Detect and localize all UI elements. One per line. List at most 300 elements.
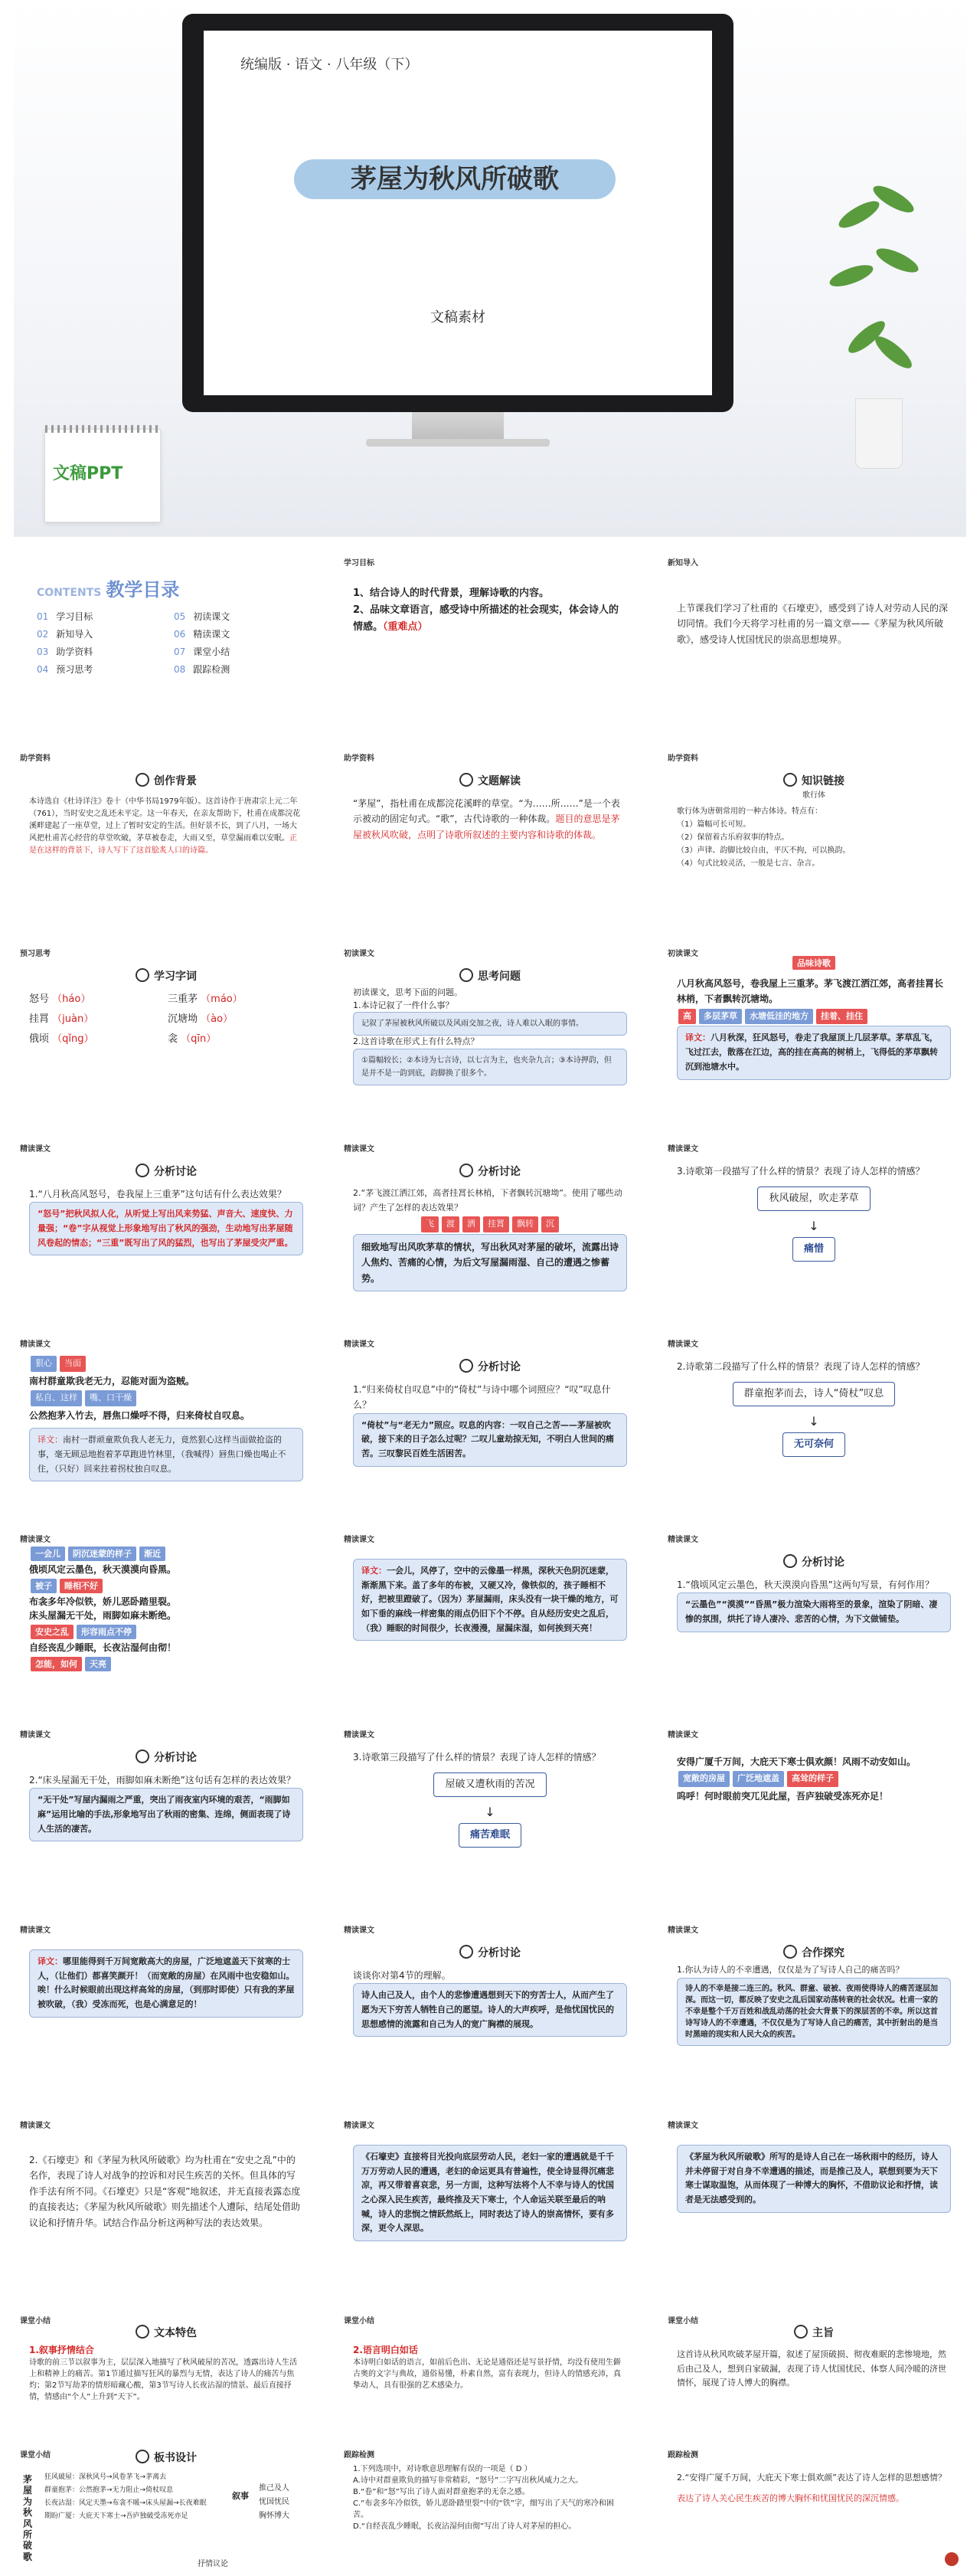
note-pill: 天亮 — [85, 1657, 111, 1671]
goals-body — [353, 585, 627, 636]
section-title-text: 分析讨论 — [478, 1166, 521, 1178]
leaf — [870, 181, 917, 217]
slide-compare-answer-2 — [662, 2114, 966, 2309]
interp-body — [353, 796, 627, 843]
slide-compare-question — [14, 2114, 318, 2309]
section-title-text: 品味诗歌 — [792, 956, 835, 970]
poem-line: 床头屋漏无干处，雨脚如麻未断绝。 — [29, 1610, 177, 1622]
monitor-foot — [366, 439, 550, 447]
toc-item[interactable] — [174, 627, 303, 640]
answer-scene: 秋风破屋，吹走茅草 — [757, 1187, 870, 1211]
answer-emotion: 痛苦难眠 — [459, 1823, 521, 1848]
translation-text: 一会儿，风停了，空中的云像墨一样黑，深秋天色阴沉迷蒙，渐渐黑下来。盖了多年的布被，又硬又冷，像铁似的，孩子睡相不好，把被里蹬破了。（因为）茅屋漏雨，床头没有一块干燥的地方，可如下垂的麻线一样密集的雨点仍旧下个不停。自从经历安史之乱后，（我）睡眠的时间很少，长夜漫漫，屋漏床湿，如何挨到天亮！ — [361, 1566, 619, 1633]
slide-tag: 初读课文 — [668, 950, 698, 958]
verb-pill: 渡 — [442, 1216, 459, 1232]
section-title-text: 分析讨论 — [154, 1752, 197, 1764]
toc-item[interactable] — [174, 645, 303, 658]
section-title — [662, 1945, 966, 1960]
vocab-pinyin: （ào） — [201, 1013, 234, 1026]
read1-q2: 2.这首诗歌在形式上有什么特点？ — [353, 1036, 479, 1046]
toc-num: 01 — [37, 611, 49, 622]
verb-pill: 洒 — [462, 1216, 480, 1232]
note-pill: 宽敞的房屋 — [678, 1771, 730, 1787]
bulb-icon — [459, 1945, 473, 1959]
slide-features-1 — [14, 2309, 318, 2440]
question: 谈谈你对第4节的理解。 — [353, 1970, 451, 1981]
feature-text: 诗歌的前三节以叙事为主，层层深入地描写了秋风破屋的苦况，透露出诗人生活上和精神上的痛苦。第1节通过描写狂风的暴烈与无情，表达了诗人的痛苦与焦灼；第2节写劫茅的情形暗藏心酸，第3节写诗人长夜沾湿的情景。最后直接抒情，情感由“个人”上升到“天下”。 — [29, 2358, 297, 2401]
translation-box — [29, 1949, 303, 2018]
section-title-text: 文本特色 — [154, 2327, 197, 2339]
cover-material: 文稿素材 — [430, 309, 485, 326]
bulb-icon — [136, 1164, 149, 1177]
toc-num: 03 — [37, 646, 49, 657]
knowledge-line: 歌行体为唐朝常用的一种古体诗。特点有： — [677, 807, 822, 816]
verb-pills — [353, 1215, 627, 1234]
goal-2-text: 2、品味文章语言，感受诗中所描述的社会现实，体会诗人的情感。 — [353, 604, 619, 633]
toc-item[interactable] — [37, 663, 166, 676]
leaf — [871, 332, 916, 373]
i2-body — [353, 2145, 627, 2241]
toc-en: CONTENTS — [37, 587, 102, 599]
question: 3.诗歌第三段描写了什么样的情景？表现了诗人怎样的情感？ — [353, 1752, 601, 1763]
slide-poem-4 — [662, 1723, 966, 1919]
feature-heading: 2.语言明白如话 — [353, 2345, 418, 2355]
h3-body — [677, 1963, 951, 2046]
translation-label: 译文： — [685, 1033, 710, 1043]
toc-label: 跟踪检测 — [193, 664, 230, 675]
slide-tag: 精读课文 — [20, 1536, 51, 1544]
bg-text: 本诗选自《杜诗详注》卷十（中华书局1979年版）。这首诗作于唐肃宗上元二年（761），当时安史之乱还未平定。这一年春天，在亲友帮助下，杜甫在成都浣花溪畔建起了一座草堂，过上了暂时安定的生活。但好景不长，到了八月，一场大风把杜甫苦心经营的草堂吹破，茅草被卷走，大雨又至，草堂漏雨难以安眠。 — [29, 797, 301, 843]
brand-logo: 文稿PPT — [53, 464, 123, 483]
note-pills — [677, 1007, 951, 1026]
slide-discuss-7 — [14, 1723, 318, 1919]
bulb-icon — [136, 2325, 149, 2339]
desk-calendar — [44, 429, 161, 522]
board-label: 胸怀博大 — [259, 2512, 289, 2520]
toc-item[interactable] — [174, 610, 303, 623]
section-title — [14, 1750, 318, 1765]
leaf — [835, 196, 883, 232]
translation-box — [29, 1428, 303, 1481]
vocab-item — [168, 1011, 303, 1028]
slide-theme — [662, 2309, 966, 2440]
poem-line: 呜呼！何时眼前突兀见此屋，吾庐独破受冻死亦足！ — [677, 1791, 889, 1802]
section-title-text: 知识链接 — [802, 775, 844, 787]
slide-tag: 精读课文 — [20, 1926, 51, 1935]
slide-test-1 — [338, 2443, 642, 2574]
board-line: 群童抱茅：公然抱茅→无力阻止→倚杖叹息 — [44, 2486, 174, 2495]
slide-tag: 精读课文 — [344, 1536, 374, 1544]
bulb-icon — [136, 1750, 149, 1763]
note-pills — [677, 1769, 951, 1789]
slide-tag: 精读课文 — [344, 2122, 374, 2130]
question: 1.“俄顷风定云墨色，秋天漠漠向昏黑”这两句写景，有何作用？ — [677, 1579, 934, 1590]
slide-tag: 课堂小结 — [20, 2451, 51, 2460]
feature-text: 本诗明白如话的语言，如前后色出、无论是通俗还是写景抒情，均没有使用生僻古奥的文字与典故，通俗易懂，朴素自然，富有表现力，但诗人的情感充沛，真挚动人，具有很强的艺术感染力。 — [353, 2358, 621, 2390]
k3-body — [677, 2471, 951, 2506]
vocab-item — [29, 1031, 165, 1048]
poem-line: 俄顷风定云墨色，秋天漠漠向昏黑。 — [29, 1564, 177, 1576]
slide-tag: 精读课文 — [668, 1731, 698, 1740]
note-pill: 私自、这样 — [31, 1390, 82, 1406]
note-pills — [29, 1389, 303, 1408]
note-pill: 狠心 — [31, 1356, 57, 1372]
toc-item[interactable] — [37, 645, 166, 658]
option[interactable]: D.“自经丧乱少睡眠，长夜沾湿何由彻”写出了诗人对茅屋的担心。 — [353, 2522, 577, 2531]
note-pills — [29, 1354, 303, 1373]
slide-discuss-3 — [662, 1137, 966, 1333]
leaf — [874, 244, 922, 277]
slide-tag: 精读课文 — [20, 1340, 51, 1349]
g1-body — [29, 1772, 303, 1841]
bulb-icon — [459, 773, 473, 787]
slide-goals — [338, 552, 642, 747]
e2-body — [353, 1382, 627, 1467]
question: 1.“归来倚杖自叹息”中的“倚杖”与诗中哪个词照应？“叹”叹息什么？ — [353, 1384, 611, 1411]
answer-scene: 群童抱茅而去，诗人“倚杖”叹息 — [733, 1382, 895, 1406]
read1-a1: 记叙了茅屋被秋风所破以及风雨交加之夜，诗人难以入眠的事情。 — [353, 1012, 627, 1036]
slide-tag: 跟踪检测 — [668, 2451, 698, 2460]
note-pill: 睡相不好 — [60, 1579, 103, 1593]
bulb-icon — [783, 773, 797, 787]
note-pill: 当面 — [60, 1356, 86, 1372]
section-title — [14, 773, 318, 788]
answer-box: 诗人由己及人，由个人的悲惨遭遇想到天下的穷苦士人，从而产生了愿为天下穷苦人牺牲自己的愿望。诗人的大声疾呼，是他忧国忧民的思想感情的流露和自己为人的宽广胸襟的展现。 — [353, 1983, 627, 2037]
slide-knowledge — [662, 747, 966, 942]
bulb-icon — [459, 1359, 473, 1373]
question: 1.下列选项中，对诗歌意思理解有误的一项是（ D ） — [353, 2465, 532, 2473]
bulb-icon — [136, 968, 149, 982]
vocab-word: 怒号 — [29, 993, 50, 1005]
section-title — [662, 773, 966, 800]
answer-emotion: 无可奈何 — [782, 1432, 845, 1457]
section-title-text: 合作探究 — [802, 1947, 844, 1959]
section-title — [14, 968, 318, 984]
slide-test-2 — [662, 2443, 966, 2574]
slide-read-questions — [338, 942, 642, 1137]
slide-translation-3 — [338, 1528, 642, 1723]
vocab-item — [168, 991, 303, 1008]
toc-label: 课堂小结 — [193, 646, 230, 657]
slide-vocab — [14, 942, 318, 1137]
poem-line: 公然抱茅入竹去，唇焦口燥呼不得，归来倚杖自叹息。 — [29, 1409, 250, 1421]
k2-body — [353, 2463, 627, 2532]
question: 2.“茅飞渡江洒江郊，高者挂罥长林梢，下者飘转沉塘坳”。使用了哪些动词？产生了怎样的表达效果？ — [353, 1188, 622, 1213]
bg-red: 正是在这样的背景下，诗人写下了这首脍炙人口的诗篇。 — [29, 834, 297, 855]
toc-label: 初读课文 — [193, 611, 230, 622]
vocab-pinyin: （qǐng） — [52, 1033, 94, 1046]
h1-body — [29, 1949, 303, 2018]
toc-label: 学习目标 — [56, 611, 93, 622]
slide-tag: 精读课文 — [668, 1340, 698, 1349]
section-title — [338, 1945, 642, 1960]
note-pill: 广泛地遮盖 — [733, 1771, 784, 1787]
board-label: 推己及人 — [259, 2484, 289, 2493]
i3-body — [677, 2145, 951, 2213]
slide-tag: 精读课文 — [668, 1926, 698, 1935]
note-pill: 水塘低洼的地方 — [745, 1009, 813, 1025]
verb-pill: 飞 — [421, 1216, 439, 1232]
slide-tag: 助学资料 — [344, 754, 374, 763]
slide-tag: 精读课文 — [20, 1731, 51, 1740]
toc-num: 04 — [37, 664, 49, 675]
goal-1: 1、结合诗人的时代背景，理解诗歌的内容。 — [353, 588, 550, 599]
toc-title: 教学目录 — [106, 579, 180, 601]
answer-box: “云墨色”“漠漠”“昏黑”极力渲染大雨将至的景象，渲染了阴暗、凄惨的氛围，烘托了诗人凄冷、悲苦的心情，为下文做铺垫。 — [677, 1592, 951, 1632]
j2-body — [353, 2343, 627, 2391]
slide-tag: 精读课文 — [344, 1145, 374, 1154]
g3-body — [677, 1754, 951, 1804]
note-pills — [29, 1545, 303, 1563]
toc-label: 新知导入 — [56, 629, 93, 640]
bg-body — [29, 796, 303, 857]
section-title-text: 创作背景 — [154, 775, 197, 787]
slide-toc — [14, 552, 318, 747]
section-title — [338, 968, 642, 984]
vocab-grid — [29, 991, 303, 1048]
plant-illustration — [828, 176, 920, 467]
goal-2 — [353, 602, 627, 636]
bulb-icon — [136, 2450, 149, 2463]
board-labels — [259, 2482, 289, 2523]
bulb-icon — [783, 1554, 797, 1568]
slide-tag: 精读课文 — [20, 2122, 51, 2130]
vocab-word: 衾 — [168, 1033, 178, 1046]
answer-box: 《石壕吏》直接将目光投向底层劳动人民，老妇一家的遭遇就是千千万万劳动人民的遭遇，老妇的命运更具有普遍性，使全诗显得沉痛悲凉，再又带着喜哀悲，另一方面，这种写法将个人不幸与诗人的忧国之心深入民生疾苦，最终推及天下寒士，个人命运关联至最后的呐喊，诗人的悲悯之情跃然纸上，同时表达了诗人的崇高情怀，要有多深，更令人深思。 — [353, 2145, 627, 2241]
e3-body: 2.诗歌第二段描写了什么样的情景？表现了诗人怎样的情感？ 群童抱茅而去，诗人“倚杖”叹息 ↓ 无可奈何 — [677, 1359, 951, 1457]
section-title — [662, 1554, 966, 1569]
board-side-title: 茅屋为秋风所破歌 — [23, 2474, 33, 2562]
slide-tag: 课堂小结 — [344, 2317, 374, 2326]
vocab-item — [29, 1011, 165, 1028]
question: 1.你认为诗人的不幸遭遇，仅仅是为了写诗人自己的痛苦吗？ — [677, 1965, 904, 1975]
toc-num: 06 — [174, 629, 186, 640]
slide-tag: 跟踪检测 — [344, 2451, 374, 2460]
answer-text: 表达了诗人关心民生疾苦的博大胸怀和忧国忧民的深沉情感。 — [677, 2493, 904, 2503]
d3-body: 3.诗歌第一段描写了什么样的情景？表现了诗人怎样的情感？ 秋风破屋，吹走茅草 ↓ 痛惜 — [677, 1164, 951, 1262]
page-dot-icon — [945, 2552, 959, 2566]
toc-label: 精读课文 — [193, 629, 230, 640]
note-pill: 渐近 — [139, 1547, 165, 1561]
toc-item[interactable] — [37, 610, 166, 623]
toc-num: 08 — [174, 664, 186, 675]
slide-tag: 精读课文 — [668, 1536, 698, 1544]
slide-tag: 助学资料 — [20, 754, 51, 763]
board-line: 狂风破屋：深秋风号→风卷茅飞→茅离去 — [44, 2473, 167, 2481]
vocab-item — [29, 991, 165, 1008]
slide-tag: 初读课文 — [344, 950, 374, 958]
note-pill: 阴沉迷蒙的样子 — [68, 1547, 136, 1561]
answer-box: “倚杖”与“老无力”照应。叹息的内容：一叹自己之苦——茅屋被吹破，接下来的日子怎么过呢？二叹儿童劫掠无知，不明白人世间的痛苦。三叹黎民百姓生活困苦。 — [353, 1413, 627, 1467]
board-label: 忧国忧民 — [259, 2498, 289, 2506]
section-title-text: 学习字词 — [154, 971, 197, 983]
slide-intro — [662, 552, 966, 747]
vocab-word: 挂罥 — [29, 1013, 50, 1026]
knowledge-body — [677, 805, 951, 870]
slide-poem-2 — [14, 1333, 318, 1528]
poem-line: 八月秋高风怒号，卷我屋上三重茅。茅飞渡江洒江郊，高者挂罥长林梢，下者飘转沉塘坳。 — [677, 978, 944, 1005]
slide-tag: 课堂小结 — [20, 2317, 51, 2326]
toc-item[interactable] — [174, 663, 303, 676]
section-title-text: 思考问题 — [478, 971, 521, 983]
d1-body — [29, 1187, 303, 1255]
intro-text: 上节课我们学习了杜甫的《石壕吏》，感受到了诗人对劳动人民的深切同情。我们今天将学习杜甫的另一篇文章——《茅屋为秋风所破歌》，感受诗人忧国忧民的崇高思想境界。 — [677, 603, 949, 645]
slide-discuss-5 — [662, 1333, 966, 1528]
slide-background — [14, 747, 318, 942]
toc-heading — [37, 574, 179, 601]
j1-body — [29, 2343, 303, 2403]
monitor-stand — [412, 412, 504, 443]
note-pill: 高耸的样子 — [787, 1771, 838, 1787]
vocab-pinyin: （qīn） — [181, 1033, 217, 1046]
e1-body — [29, 1354, 303, 1481]
slide-compare-answer-1 — [338, 2114, 642, 2309]
monitor-illustration — [182, 14, 733, 443]
poem-line: 南村群童欺我老无力，忍能对面为盗贼。 — [29, 1375, 195, 1386]
section-title — [338, 1164, 642, 1179]
toc-label: 助学资料 — [56, 646, 93, 657]
answer-emotion: 痛惜 — [792, 1237, 835, 1262]
translation-label: 译文： — [38, 1956, 63, 1966]
vocab-pinyin: （máo） — [201, 993, 243, 1005]
cover-subtitle: 统编版 · 语文 · 八年级（下） — [240, 57, 419, 73]
knowledge-line: （4）句式比较灵活，一般是七言、杂言。 — [677, 859, 820, 868]
toc-num: 07 — [174, 646, 186, 657]
slide-discuss-4 — [338, 1333, 642, 1528]
interp-red: 题目的意思是茅屋被秋风吹破，点明了诗歌所叙述的主要内容和诗歌的体裁。 — [353, 813, 620, 840]
board-line: 长夜沾湿：风定天墨→布衾不暖→床头屋漏→长夜难眠 — [44, 2499, 207, 2508]
slide-tag: 助学资料 — [668, 754, 698, 763]
theme-text: 这首诗从秋风吹破茅屋开篇，叙述了屋顶破损、彻夜难眠的悲惨境地，然后由己及人，想到自家破漏，表现了诗人忧国忧民、体察人间冷暖的济世情怀，展现了诗人博大的胸襟。 — [677, 2349, 946, 2388]
slide-tag: 精读课文 — [668, 2122, 698, 2130]
option[interactable]: C.“布衾多年冷似铁，娇儿恶卧踏里裂”中的“铁”字，细写出了天气的寒冷和困苦。 — [353, 2499, 614, 2519]
f2-body — [353, 1559, 627, 1641]
slide-board — [14, 2443, 318, 2574]
option[interactable]: B.“卷”和“怒”写出了诗人面对群童抱茅的无奈之感。 — [353, 2488, 530, 2496]
section-title-text: 分析讨论 — [478, 1361, 521, 1373]
note-pills — [29, 1577, 303, 1595]
read1-a2: ①篇幅较长；②本诗为七言诗，以七言为主，也夹杂九言；③本诗押韵，但是并不是一韵到底，韵脚换了很多个。 — [353, 1049, 627, 1085]
toc-label: 预习思考 — [56, 664, 93, 675]
answer-box: 诗人的不幸是接二连三的。秋风、群童、破被、夜雨使得诗人的痛苦逐层加深。而这一切，都反映了安史之乱后国家动荡转衰的社会状况。杜甫一家的不幸是整个千万百姓和战乱动荡的社会大背景下的深层苦的不幸。所以这首诗写诗人的不幸遭遇，不仅仅是为了写诗人自己的痛苦，其中折射出的是当时黑暗的现实和人民大众的疾苦。 — [677, 1978, 951, 2046]
slide-tag: 预习思考 — [20, 950, 51, 958]
section-title — [14, 2450, 318, 2465]
poem-line: 布衾多年冷似铁，娇儿恶卧踏里裂。 — [29, 1596, 177, 1607]
vocab-word: 沉塘坳 — [168, 1013, 198, 1026]
g2-body: 3.诗歌第三段描写了什么样的情景？表现了诗人怎样的情感？ 屋破又遭秋雨的苦况 ↓ 痛苦难眠 — [353, 1750, 627, 1848]
knowledge-line: （1）篇幅可长可短。 — [677, 820, 751, 829]
section-title — [14, 1164, 318, 1179]
section-title-text: 主旨 — [812, 2327, 834, 2339]
verb-pill: 沉 — [541, 1216, 559, 1232]
slide-discuss-9 — [338, 1919, 642, 2114]
toc-num: 02 — [37, 629, 49, 640]
slide-tag: 精读课文 — [668, 1145, 698, 1154]
bulb-icon — [459, 968, 473, 982]
question: 1.“八月秋高风怒号，卷我屋上三重茅”这句话有什么表达效果？ — [29, 1189, 286, 1200]
section-title-text: 文题解读 — [478, 775, 521, 787]
note-pill: 安史之乱 — [31, 1625, 74, 1639]
translation-text: 八月秋深，狂风怒号，卷走了我屋顶上几层茅草。茅草乱飞，飞过江去，散落在江边，高的挂在高高的树梢上，飞得低的茅草飘转沉到池塘水中。 — [685, 1033, 938, 1072]
note-pill: 嘴、口干燥 — [85, 1390, 136, 1406]
read1-body — [353, 987, 627, 1085]
board-lines — [44, 2471, 220, 2523]
board-label: 抒情议论 — [198, 2560, 228, 2568]
plant-pot — [855, 398, 903, 469]
slide-title-interp — [338, 747, 642, 942]
question: 3.诗歌第一段描写了什么样的情景？表现了诗人怎样的情感？ — [677, 1166, 925, 1177]
slide-tag: 精读课文 — [344, 1926, 374, 1935]
note-pill: 被子 — [31, 1579, 57, 1593]
slide-tag: 精读课文 — [344, 1731, 374, 1740]
note-pill: 形容雨点不停 — [77, 1625, 136, 1639]
question: 2.“床头屋漏无干处，雨脚如麻未断绝”这句话有怎样的表达效果？ — [29, 1775, 296, 1786]
feature-heading: 1.叙事抒情结合 — [29, 2345, 94, 2355]
slide-tag: 课堂小结 — [668, 2317, 698, 2326]
interp-text: “茅屋”，指杜甫在成都浣花溪畔的草堂。“为……所……”是一个表示被动的固定句式。“歌”，古代诗歌的一种体裁。 — [353, 798, 620, 825]
slide-discuss-8 — [338, 1723, 642, 1919]
toc-item[interactable] — [37, 627, 166, 640]
f3-body — [677, 1577, 951, 1632]
vocab-word: 俄顷 — [29, 1033, 50, 1046]
slide-tag: 学习目标 — [344, 559, 374, 568]
slide-discuss-1 — [14, 1137, 318, 1333]
slide-tag: 精读课文 — [344, 1340, 374, 1349]
slide-translation-4 — [14, 1919, 318, 2114]
note-pills — [29, 1623, 303, 1641]
slide-explore — [662, 1919, 966, 2114]
poem-line: 安得广厦千万间，大庇天下寒士俱欢颜！风雨不动安如山。 — [677, 1756, 916, 1767]
section-title — [338, 773, 642, 788]
knowledge-line: （2）保留着古乐府叙事的特点。 — [677, 833, 789, 842]
answer-box: “怒号”把秋风拟人化，从听觉上写出风来势猛、声音大、速度快、力量强；“卷”字从视觉上形象地写出了秋风的强劲，生动地写出茅屋随风卷起的情态；“三重”既写出了风的猛烈，也写出了茅屋受灾严重。 — [29, 1202, 303, 1255]
f1-body — [29, 1545, 303, 1673]
slide-tag: 新知导入 — [668, 559, 698, 568]
note-pill: 挂着、挂住 — [816, 1009, 867, 1025]
h2-body — [353, 1968, 627, 2037]
note-pill: 高 — [678, 1009, 696, 1025]
d2-body — [353, 1187, 627, 1291]
section-title-text: 分析讨论 — [802, 1556, 844, 1569]
question: 2.“安得广厦千万间，大庇天下寒士俱欢颜”表达了诗人怎样的思想感情？ — [677, 2473, 946, 2483]
section-title — [662, 2325, 966, 2340]
calendar-rings — [45, 425, 160, 433]
bulb-icon — [459, 1164, 473, 1177]
vocab-item — [168, 1031, 303, 1048]
translation-box — [677, 1026, 951, 1079]
goal-key: （重难点） — [383, 621, 428, 633]
read1-q1: 1.本诗记叙了一件什么事？ — [353, 1000, 454, 1010]
vocab-pinyin: （juàn） — [52, 1013, 94, 1026]
translation-label: 译文： — [361, 1566, 387, 1576]
read2-body — [677, 976, 951, 1080]
leaf — [827, 260, 875, 290]
vocab-word: 三重茅 — [168, 993, 198, 1005]
answer-scene: 屋破又遭秋雨的苦况 — [433, 1772, 546, 1797]
translation-box — [353, 1559, 627, 1641]
note-pill: 多层茅草 — [699, 1009, 742, 1025]
answer-box: “无干处”写屋内漏雨之严重，突出了雨夜室内环境的艰苦，“雨脚如麻”运用比喻的手法,形象地写出了秋雨的密集、连绵，侧面表现了诗人生活的凄苦。 — [29, 1788, 303, 1841]
slide-features-2 — [338, 2309, 642, 2440]
cover-title: 茅屋为秋风所破歌 — [294, 159, 616, 199]
slide-tag: 精读课文 — [20, 1145, 51, 1154]
note-pill: 一会儿 — [31, 1547, 65, 1561]
poem-line: 自经丧乱少睡眠，长夜沾湿何由彻！ — [29, 1642, 177, 1653]
option[interactable]: A.诗中对群童欺负的描写非常精彩，“怒号”二字写出秋风威力之大。 — [353, 2476, 583, 2485]
note-pills — [29, 1655, 303, 1673]
section-subtitle: 歌行体 — [802, 791, 825, 800]
translation-label: 译文： — [38, 1435, 63, 1445]
